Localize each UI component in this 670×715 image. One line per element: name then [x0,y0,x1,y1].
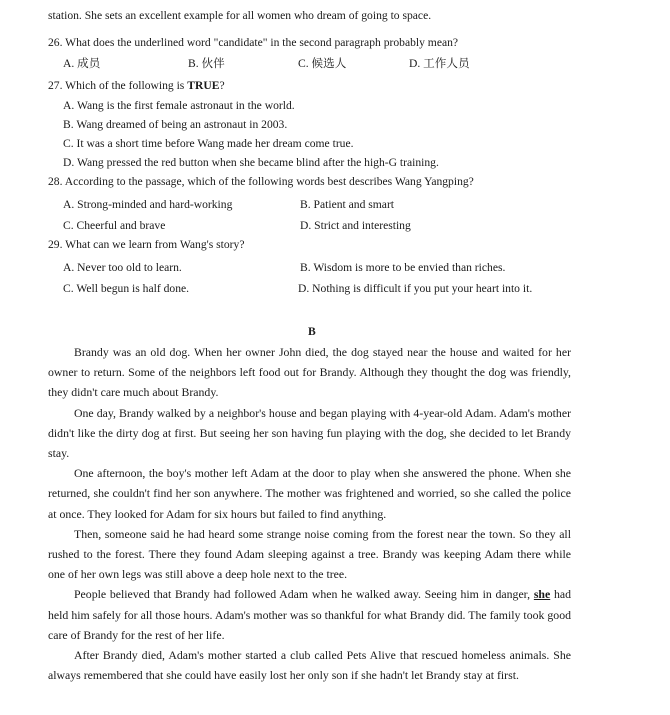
underlined-word-she: she [533,587,551,602]
passage-paragraph-2: One day, Brandy walked by a neighbor's house and began playing with 4-year-old Adam. Adam's mother didn't like the dirty dog at first. But seeing her son having fun playing with the dog, she decided to let Brandy stay. [48,405,571,461]
question-28-option-b: B. Patient and smart [300,198,395,211]
question-26-option-d: D. 工作人员 [409,57,470,70]
question-27-stem-bold: TRUE [187,79,220,92]
question-28-stem: 28. According to the passage, which of the following words best describes Wang Yangping? [48,175,474,188]
question-29-option-c: C. Well begun is half done. [63,282,190,295]
question-29-option-b: B. Wisdom is more to be envied than riches. [300,261,506,274]
question-26-option-a: A. 成员 [63,57,101,70]
question-28-option-c: C. Cheerful and brave [63,219,166,232]
question-27-option-a: A. Wang is the first female astronaut in the world. [63,99,295,112]
question-26-stem: 26. What does the underlined word "candidate" in the second paragraph probably mean? [48,36,459,49]
question-27-stem: 27. Which of the following is TRUE? [48,79,225,92]
question-28-option-d: D. Strict and interesting [300,219,411,232]
question-26-option-c: C. 候选人 [298,57,347,70]
question-29-option-d: D. Nothing is difficult if you put your heart into it. [298,282,533,295]
section-b-heading: B [308,325,316,338]
question-27-option-d: D. Wang pressed the red button when she became blind after the high-G training. [63,156,439,169]
question-27-option-b: B. Wang dreamed of being an astronaut in 2003. [63,118,288,131]
passage-paragraph-6: After Brandy died, Adam's mother started a club called Pets Alive that rescued homeless animals. She always remembered that she could have easily lost her only son if she hadn't let Brandy stay at first. [48,648,571,683]
section-b-passage [48,342,571,685]
passage-paragraph-1: Brandy was an old dog. When her owner John died, the dog stayed near the house and waited for her owner to return. Some of the neighbors left food out for Brandy. Although they thought the dog was friendly, they didn't care much about Brandy. [48,345,571,400]
question-27-option-c: C. It was a short time before Wang made her dream come true. [63,137,354,150]
passage-paragraph-5: People believed that Brandy had followed Adam when he walked away. Seeing him in danger, she had held him safely for all those hours. Adam's mother was so thankful for what Brandy did. The family took good care of Brandy for the rest of her life. [48,587,572,642]
passage-paragraph-3: One afternoon, the boy's mother left Adam at the door to play when she answered the phone. When she returned, she couldn't find her son anywhere. The mother was frightened and worried, so she called the police at once. They looked for Adam for six hours but failed to find anything. [48,466,571,521]
question-29-stem: 29. What can we learn from Wang's story? [48,238,245,251]
question-26-option-b: B. 伙伴 [188,57,225,70]
question-29-option-a: A. Never too old to learn. [63,261,182,274]
top-line: station. She sets an excellent example for all women who dream of going to space. [48,9,432,22]
question-28-option-a: A. Strong-minded and hard-working [63,198,233,211]
passage-paragraph-4: Then, someone said he had heard some strange noise coming from the forest near the town. So they all rushed to the forest. There they found Adam sleeping against a tree. Brandy was keeping Adam there while one of her own legs was still above a deep hole next to the tree. [48,526,571,582]
